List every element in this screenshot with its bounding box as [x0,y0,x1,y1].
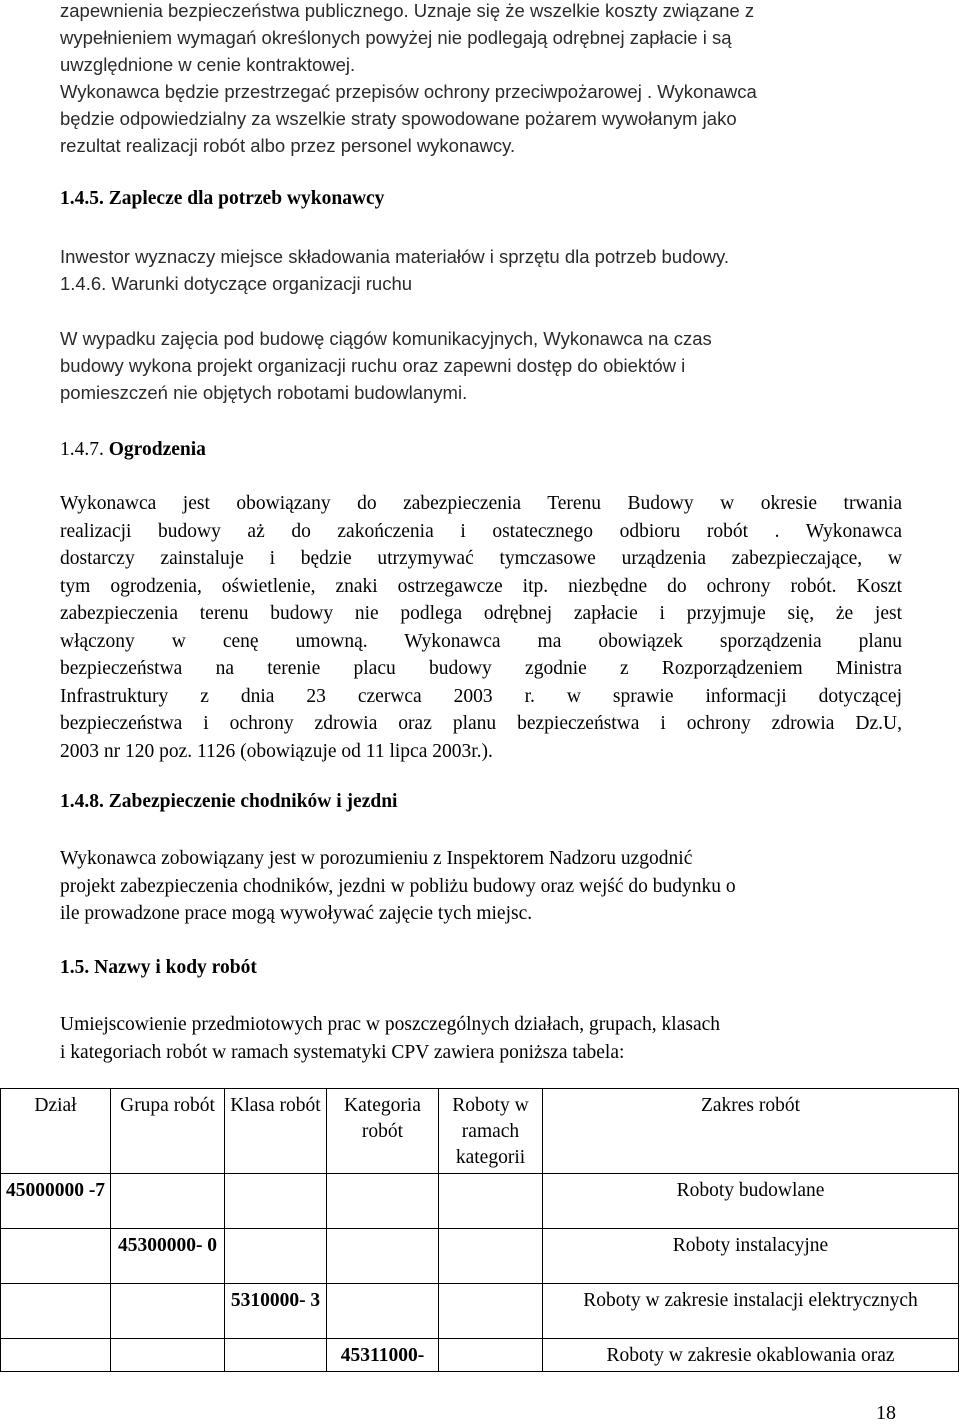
table-cell: Roboty w zakresie okablowania oraz [543,1339,959,1372]
table-cell: 5310000- 3 [225,1284,327,1339]
text-line: pomieszczeń nie objętych robotami budowlanymi. [60,382,468,403]
section-1-5-body [60,1011,902,1066]
table-cell [111,1339,225,1372]
table-header-cell: Zakres robót [543,1089,959,1174]
cpv-table [0,1088,959,1372]
text-line: będzie odpowiedzialny za wszelkie straty spowodowane pożarem wywołanym jako [60,108,737,129]
table-header-cell: Kategoria robót [327,1089,439,1174]
section-1-4-6-body [60,325,902,406]
table-cell [327,1284,439,1339]
text-line: Wykonawca zobowiązany jest w porozumieniu z Inspektorem Nadzoru uzgodnić [60,848,693,869]
table-cell [327,1174,439,1229]
table-row [1,1229,959,1284]
section-title: Ogrodzenia [108,439,206,460]
text-line: projekt zabezpieczenia chodników, jezdni w pobliżu budowy oraz wejść do budynku o [60,875,736,897]
text-line: budowy wykona projekt organizacji ruchu oraz zapewni dostęp do obiektów i [60,355,686,376]
text-line: 2003 nr 120 poz. 1126 (obowiązuje od 11 lipca 2003r.). [60,740,493,762]
table-cell [439,1174,543,1229]
section-title: Zabezpieczenie chodników i jezdni [108,791,398,812]
section-heading-1-4-7 [60,436,902,464]
section-title: Zaplecze dla potrzeb wykonawcy [108,188,385,209]
table-header-cell: Klasa robót [225,1089,327,1174]
table-row [1,1284,959,1339]
text-line: dostarczy zainstaluje i będzie utrzymywać tymczasowe urządzenia zabezpieczające, w [60,548,902,569]
table-cell [1,1339,111,1372]
heading-line [60,436,902,464]
page-number: 18 [876,1402,896,1424]
table-cell [225,1174,327,1229]
text-line: uwzględnione w cenie kontraktowej. [60,54,356,75]
table-cell [225,1229,327,1284]
intro-paragraph [60,0,902,159]
table-cell [225,1339,327,1372]
section-heading-1-4-6 [60,270,902,297]
text-line: wypełnieniem wymagań określonych powyżej nie podlegają odrębnej zapłacie i są [60,27,732,48]
table-cell: Roboty instalacyjne [543,1229,959,1284]
text-line: tym ogrodzenia, oświetlenie, znaki ostrzegawcze itp. niezbędne do ochrony robót. Koszt [60,575,902,597]
table-cell: 45300000- 0 [111,1229,225,1284]
section-number: 1.4.5. [60,188,104,209]
heading-line [60,270,902,297]
text-line: realizacji budowy aż do zakończenia i ostatecznego odbioru robót . Wykonawca [60,520,902,542]
table-cell [439,1284,543,1339]
text-line: Umiejscowienie przedmiotowych prac w poszczególnych działach, grupach, klasach [60,1014,721,1035]
table-cell [1,1284,111,1339]
section-number: 1.4.6. [60,273,107,294]
table-header-cell: Grupa robót [111,1089,225,1174]
table-cell [111,1174,225,1229]
text-line: zabezpieczenia terenu budowy nie podlega odrębnej zapłacie i przyjmuje się, że jest [60,603,902,624]
text-line: W wypadku zajęcia pod budowę ciągów komunikacyjnych, Wykonawca na czas [60,328,712,349]
section-1-4-7-body [60,490,902,765]
table-header-cell: Dział [1,1089,111,1174]
table-cell: Roboty budowlane [543,1174,959,1229]
text-line: rezultat realizacji robót albo przez personel wykonawcy. [60,135,516,156]
table-cell: 45311000- [327,1339,439,1372]
table-header-row [1,1089,959,1174]
table-header-cell: Roboty w ramach kategorii [439,1089,543,1174]
section-number: 1.4.8. [60,791,104,812]
section-heading-1-5 [60,957,257,979]
section-number: 1.5. [60,957,90,978]
section-title: Warunki dotyczące organizacji ruchu [111,273,413,294]
text-line: i kategoriach robót w ramach systematyki CPV zawiera poniższa tabela: [60,1041,625,1063]
text-line: zapewnienia bezpieczeństwa publicznego. Uznaje się że wszelkie koszty związane z [60,0,755,21]
table-cell [1,1229,111,1284]
text-line: Inwestor wyznaczy miejsce składowania materiałów i sprzętu dla potrzeb budowy. [60,246,730,267]
section-1-4-8-body [60,845,902,928]
text-line: bezpieczeństwa i ochrony zdrowia oraz planu bezpieczeństwa i ochrony zdrowia Dz.U, [60,713,902,734]
section-1-4-5-body [60,243,902,270]
section-number: 1.4.7. [60,439,104,460]
text-line: ile prowadzone prace mogą wywoływać zajęcie tych miejsc. [60,903,533,924]
text-line: Infrastruktury z dnia 23 czerwca 2003 r. w sprawie informacji dotyczącej [60,685,902,707]
text-line: bezpieczeństwa na terenie placu budowy zgodnie z Rozporządzeniem Ministra [60,658,902,679]
section-title: Nazwy i kody robót [94,957,257,978]
table-row [1,1339,959,1372]
table-cell [439,1229,543,1284]
table-cell: Roboty w zakresie instalacji elektrycznych [543,1284,959,1339]
table-cell [327,1229,439,1284]
text-line: Wykonawca jest obowiązany do zabezpieczenia Terenu Budowy w okresie trwania [60,493,902,514]
section-heading-1-4-8 [60,791,397,813]
text-line: Wykonawca będzie przestrzegać przepisów ochrony przeciwpożarowej . Wykonawca [60,81,757,102]
table-row [1,1174,959,1229]
table-cell: 45000000 -7 [1,1174,111,1229]
table-cell [439,1339,543,1372]
table-cell [111,1284,225,1339]
text-line: włączony w cenę umowną. Wykonawca ma obowiązek sporządzenia planu [60,630,902,652]
section-heading-1-4-5 [60,188,384,210]
